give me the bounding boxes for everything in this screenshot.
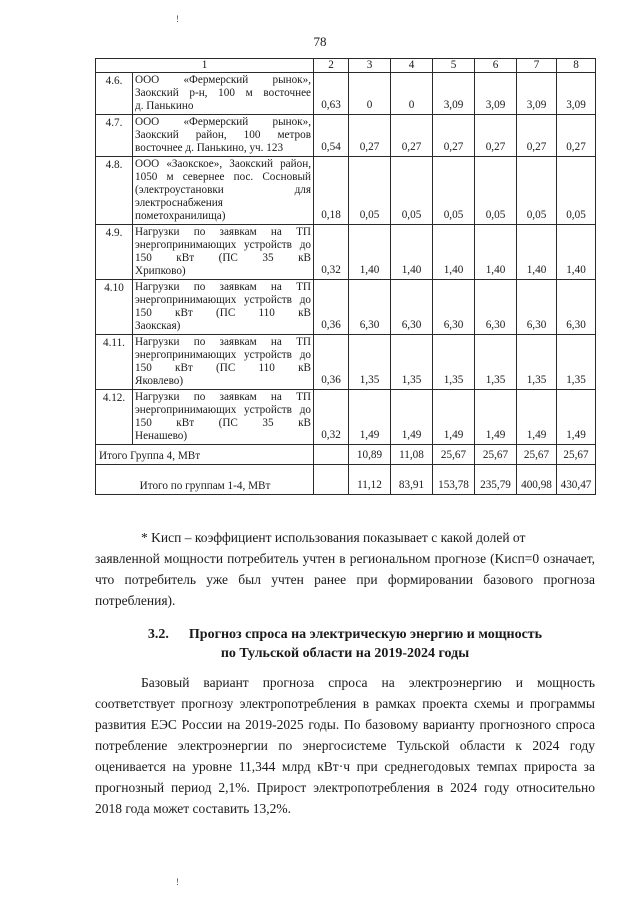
row-number: 4.7. xyxy=(96,115,133,157)
total-value: 25,67 xyxy=(557,445,596,465)
row-number: 4.6. xyxy=(96,73,133,115)
row-name xyxy=(133,115,314,157)
value-cell: 0,05 xyxy=(475,157,517,225)
total-value: 235,79 xyxy=(475,465,517,495)
total-value xyxy=(314,465,349,495)
header-cell: 3 xyxy=(349,59,391,73)
value-cell: 1,49 xyxy=(475,390,517,445)
row-name-line: до 150 кВт (ПС 35 кВ xyxy=(135,404,312,429)
value-cell: 0,05 xyxy=(433,157,475,225)
scan-mark-bottom: ! xyxy=(176,877,179,887)
row-name-line: до 150 кВт (ПС 110 кВ xyxy=(135,294,312,319)
total-value: 430,47 xyxy=(557,465,596,495)
total-row xyxy=(96,465,596,495)
value-cell: 3,09 xyxy=(475,73,517,115)
row-name-line: энергопринимающих устройств xyxy=(135,349,292,361)
row-name-line: Хрипково) xyxy=(135,265,186,277)
header-cell: 8 xyxy=(557,59,596,73)
value-cell: 0 xyxy=(349,73,391,115)
value-cell: 1,35 xyxy=(349,335,391,390)
value-cell: 1,35 xyxy=(475,335,517,390)
value-cell: 1,35 xyxy=(557,335,596,390)
row-name-line: до 150 кВт (ПС 110 кВ xyxy=(135,349,312,374)
value-cell: 0,05 xyxy=(517,157,557,225)
row-number: 4.8. xyxy=(96,157,133,225)
table-row xyxy=(96,157,596,225)
value-cell: 6,30 xyxy=(349,280,391,335)
row-name-line: Нагрузки по заявкам на ТП xyxy=(135,226,311,238)
value-cell: 1,40 xyxy=(475,225,517,280)
value-cell: 6,30 xyxy=(391,280,433,335)
value-cell: 0,36 xyxy=(314,280,349,335)
page-number: 78 xyxy=(313,34,327,49)
row-name-line: пометохранилища) xyxy=(135,210,226,222)
scan-mark-top: ! xyxy=(176,14,179,24)
total-value: 400,98 xyxy=(517,465,557,495)
row-name xyxy=(133,73,314,115)
value-cell: 1,35 xyxy=(517,335,557,390)
total-value: 153,78 xyxy=(433,465,475,495)
row-name-line: Заокский р-н, 100 м восточнее xyxy=(135,87,311,99)
row-name-line: до 150 кВт (ПС 35 кВ xyxy=(135,239,312,264)
value-cell: 1,49 xyxy=(433,390,475,445)
row-name-line: энергопринимающих устройств xyxy=(135,294,292,306)
value-cell: 1,35 xyxy=(433,335,475,390)
row-name-line: Нагрузки по заявкам на ТП xyxy=(135,391,311,403)
row-number: 4.9. xyxy=(96,225,133,280)
row-number: 4.12. xyxy=(96,390,133,445)
row-name xyxy=(133,157,314,225)
value-cell: 6,30 xyxy=(475,280,517,335)
table-row xyxy=(96,225,596,280)
row-name-line: ООО «Заокское», Заокский xyxy=(135,158,273,170)
consumers-table xyxy=(95,58,596,495)
row-name-line: для электроснабжения xyxy=(135,184,311,209)
header-cell: 7 xyxy=(517,59,557,73)
row-name xyxy=(133,280,314,335)
value-cell: 0,32 xyxy=(314,225,349,280)
row-name-line: д. Панькино xyxy=(135,100,194,112)
value-cell: 1,49 xyxy=(557,390,596,445)
value-cell: 1,40 xyxy=(517,225,557,280)
total-value: 10,89 xyxy=(349,445,391,465)
table-row xyxy=(96,73,596,115)
row-name-line: ООО «Фермерский рынок», xyxy=(135,74,311,86)
value-cell: 1,40 xyxy=(557,225,596,280)
value-cell: 1,40 xyxy=(391,225,433,280)
row-name-line: восточнее д. Панькино, уч. 123 xyxy=(135,142,284,154)
row-name-line: ООО «Фермерский рынок», xyxy=(135,116,311,128)
row-name-line: энергопринимающих устройств xyxy=(135,239,292,251)
section-title-line2: по Тульской области на 2019-2024 годы xyxy=(220,646,470,661)
header-cell: 1 xyxy=(96,59,314,73)
value-cell: 0,27 xyxy=(557,115,596,157)
value-cell: 1,49 xyxy=(349,390,391,445)
value-cell: 6,30 xyxy=(517,280,557,335)
footnote xyxy=(95,527,595,611)
header-cell: 4 xyxy=(391,59,433,73)
row-name-line: Ненашево) xyxy=(135,430,188,442)
row-name xyxy=(133,390,314,445)
value-cell: 0,27 xyxy=(517,115,557,157)
value-cell: 0,05 xyxy=(391,157,433,225)
total-label: Итого Группа 4, МВт xyxy=(96,445,314,465)
value-cell: 0,27 xyxy=(433,115,475,157)
row-name-line: Заокская) xyxy=(135,320,181,332)
row-name-line: Нагрузки по заявкам на ТП xyxy=(135,281,311,293)
total-value: 25,67 xyxy=(475,445,517,465)
table-row xyxy=(96,115,596,157)
value-cell: 6,30 xyxy=(557,280,596,335)
footnote-rest: заявленной мощности потребитель учтен в региональном прогнозе (Kисп=0 означает, что потребитель уже был учтен ранее при формировании базового прогноза потребления). xyxy=(95,551,595,608)
value-cell: 0,27 xyxy=(391,115,433,157)
table-row xyxy=(96,280,596,335)
total-value xyxy=(314,445,349,465)
row-name-line: Нагрузки по заявкам на ТП xyxy=(135,336,311,348)
value-cell: 1,49 xyxy=(517,390,557,445)
row-number: 4.11. xyxy=(96,335,133,390)
total-value: 25,67 xyxy=(433,445,475,465)
row-name-line: район, 1050 м севернее пос. xyxy=(135,158,311,183)
value-cell: 3,09 xyxy=(557,73,596,115)
row-name-line: энергопринимающих устройств xyxy=(135,404,292,416)
value-cell: 0,63 xyxy=(314,73,349,115)
total-value: 83,91 xyxy=(391,465,433,495)
value-cell: 6,30 xyxy=(433,280,475,335)
value-cell: 0,18 xyxy=(314,157,349,225)
value-cell: 3,09 xyxy=(517,73,557,115)
header-cell: 5 xyxy=(433,59,475,73)
table-body xyxy=(96,59,596,495)
section-title-line1: Прогноз спроса на электрическую энергию и мощность xyxy=(188,627,543,642)
total-value: 11,12 xyxy=(349,465,391,495)
section-heading xyxy=(95,625,595,663)
value-cell: 1,40 xyxy=(433,225,475,280)
value-cell: 0,05 xyxy=(557,157,596,225)
row-name-line: Заокский район, 100 метров xyxy=(135,129,311,141)
value-cell: 0,36 xyxy=(314,335,349,390)
value-cell: 0,27 xyxy=(349,115,391,157)
table-header-row xyxy=(96,59,596,73)
row-name xyxy=(133,335,314,390)
row-name-line: Яковлево) xyxy=(135,375,184,387)
body-paragraph: Базовый вариант прогноза спроса на электроэнергию и мощность соответствует прогнозу электропотребления в рамках проекта схемы и программы развития ЕЭС России на 2019-2025 годы. По базовому варианту прогнозного спроса потребление электроэнергии по энергосистеме Тульской области к 2024 году оценивается на уровне 11,344 млрд кВт·ч при среднегодовых темпах прироста за прогнозный период 2,1%. Прирост электропотребления в 2024 году относительно 2018 года может составить 13,2%. xyxy=(95,675,595,816)
header-cell: 2 xyxy=(314,59,349,73)
row-name-line: Сосновый (электроустановки xyxy=(135,171,311,196)
value-cell: 0,54 xyxy=(314,115,349,157)
total-label: Итого по группам 1-4, МВт xyxy=(96,465,314,495)
value-cell: 1,35 xyxy=(391,335,433,390)
row-number: 4.10 xyxy=(96,280,133,335)
value-cell: 0,27 xyxy=(475,115,517,157)
table-row xyxy=(96,390,596,445)
table-row xyxy=(96,335,596,390)
value-cell: 1,40 xyxy=(349,225,391,280)
footnote-first-line: * Kисп – коэффициент использования показывает с какой долей от xyxy=(141,530,526,545)
value-cell: 3,09 xyxy=(433,73,475,115)
value-cell: 0,32 xyxy=(314,390,349,445)
total-row xyxy=(96,445,596,465)
value-cell: 0,05 xyxy=(349,157,391,225)
header-cell: 6 xyxy=(475,59,517,73)
total-value: 25,67 xyxy=(517,445,557,465)
value-cell: 1,49 xyxy=(391,390,433,445)
section-number: 3.2. xyxy=(147,627,169,642)
row-name xyxy=(133,225,314,280)
total-value: 11,08 xyxy=(391,445,433,465)
value-cell: 0 xyxy=(391,73,433,115)
